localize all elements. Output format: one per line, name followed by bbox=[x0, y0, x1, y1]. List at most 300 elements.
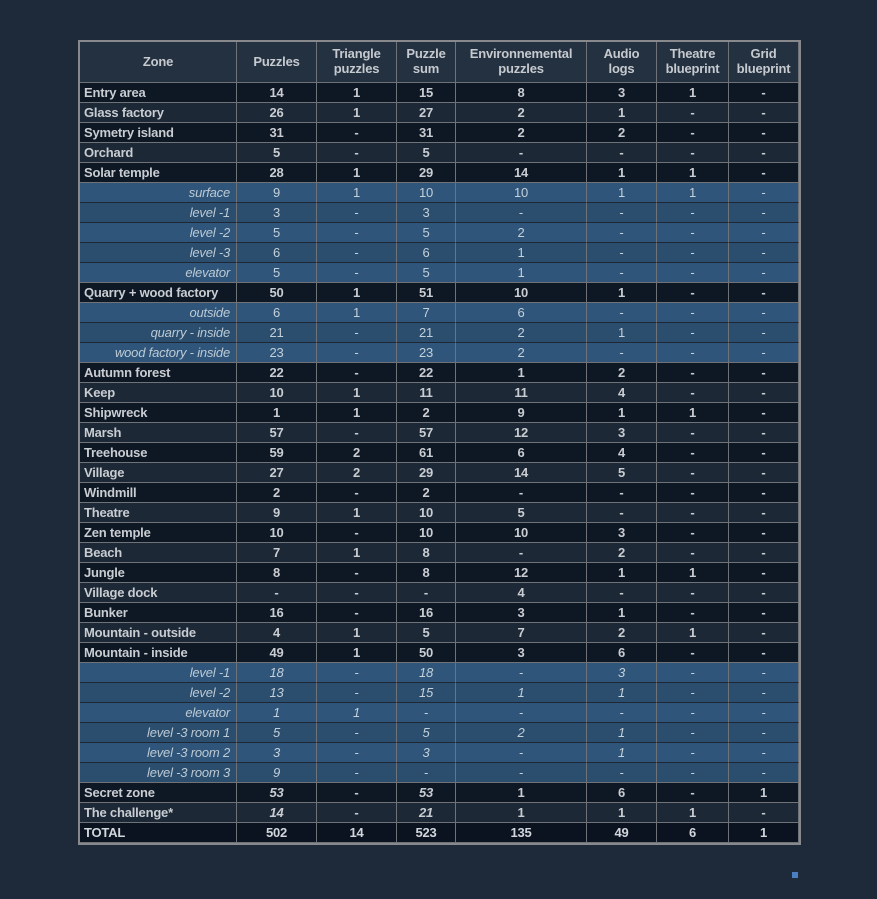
value-cell[interactable]: - bbox=[657, 523, 729, 543]
value-cell[interactable]: 9 bbox=[237, 503, 317, 523]
value-cell[interactable]: - bbox=[587, 243, 657, 263]
value-cell[interactable]: - bbox=[657, 483, 729, 503]
zone-cell[interactable]: The challenge* bbox=[80, 803, 237, 823]
value-cell[interactable]: 2 bbox=[456, 323, 587, 343]
value-cell[interactable]: - bbox=[729, 323, 799, 343]
value-cell[interactable]: 2 bbox=[397, 483, 456, 503]
zone-cell[interactable]: Village bbox=[80, 463, 237, 483]
value-cell[interactable]: 10 bbox=[397, 183, 456, 203]
value-cell[interactable]: - bbox=[657, 703, 729, 723]
value-cell[interactable]: 27 bbox=[237, 463, 317, 483]
value-cell[interactable]: 1 bbox=[317, 623, 397, 643]
value-cell[interactable]: 1 bbox=[317, 103, 397, 123]
value-cell[interactable]: 16 bbox=[397, 603, 456, 623]
value-cell[interactable]: - bbox=[729, 623, 799, 643]
value-cell[interactable]: 1 bbox=[456, 263, 587, 283]
column-header-theatre-blueprint[interactable]: Theatre blueprint bbox=[657, 42, 729, 83]
zone-cell[interactable]: Mountain - outside bbox=[80, 623, 237, 643]
value-cell[interactable]: - bbox=[456, 543, 587, 563]
value-cell[interactable]: 22 bbox=[237, 363, 317, 383]
value-cell[interactable]: - bbox=[317, 723, 397, 743]
value-cell[interactable]: 135 bbox=[456, 823, 587, 843]
zone-cell[interactable]: Symetry island bbox=[80, 123, 237, 143]
value-cell[interactable]: - bbox=[729, 103, 799, 123]
value-cell[interactable]: 21 bbox=[397, 323, 456, 343]
value-cell[interactable]: 6 bbox=[397, 243, 456, 263]
value-cell[interactable]: 1 bbox=[317, 83, 397, 103]
value-cell[interactable]: 5 bbox=[237, 223, 317, 243]
value-cell[interactable]: - bbox=[317, 583, 397, 603]
value-cell[interactable]: - bbox=[729, 223, 799, 243]
value-cell[interactable]: 4 bbox=[456, 583, 587, 603]
value-cell[interactable]: 1 bbox=[657, 163, 729, 183]
value-cell[interactable]: - bbox=[729, 143, 799, 163]
value-cell[interactable]: 3 bbox=[587, 83, 657, 103]
value-cell[interactable]: 1 bbox=[317, 383, 397, 403]
value-cell[interactable]: 1 bbox=[657, 403, 729, 423]
value-cell[interactable]: 3 bbox=[587, 423, 657, 443]
value-cell[interactable]: 1 bbox=[317, 543, 397, 563]
value-cell[interactable]: 2 bbox=[317, 443, 397, 463]
value-cell[interactable]: - bbox=[397, 703, 456, 723]
value-cell[interactable]: 5 bbox=[237, 263, 317, 283]
value-cell[interactable]: 3 bbox=[456, 603, 587, 623]
zone-cell[interactable]: Windmill bbox=[80, 483, 237, 503]
value-cell[interactable]: - bbox=[657, 763, 729, 783]
zone-cell[interactable]: Jungle bbox=[80, 563, 237, 583]
value-cell[interactable]: 1 bbox=[657, 623, 729, 643]
value-cell[interactable]: 3 bbox=[237, 203, 317, 223]
value-cell[interactable]: 2 bbox=[456, 723, 587, 743]
value-cell[interactable]: - bbox=[729, 643, 799, 663]
value-cell[interactable]: - bbox=[729, 83, 799, 103]
value-cell[interactable]: 22 bbox=[397, 363, 456, 383]
zone-cell[interactable]: TOTAL bbox=[80, 823, 237, 843]
value-cell[interactable]: 2 bbox=[237, 483, 317, 503]
value-cell[interactable]: 7 bbox=[456, 623, 587, 643]
value-cell[interactable]: 1 bbox=[657, 83, 729, 103]
value-cell[interactable]: 15 bbox=[397, 683, 456, 703]
value-cell[interactable]: 2 bbox=[317, 463, 397, 483]
zone-cell[interactable]: wood factory - inside bbox=[80, 343, 237, 363]
zone-cell[interactable]: Mountain - inside bbox=[80, 643, 237, 663]
value-cell[interactable]: - bbox=[729, 563, 799, 583]
zone-cell[interactable]: elevator bbox=[80, 263, 237, 283]
value-cell[interactable]: 14 bbox=[237, 83, 317, 103]
value-cell[interactable]: 1 bbox=[587, 183, 657, 203]
value-cell[interactable]: - bbox=[657, 783, 729, 803]
value-cell[interactable]: - bbox=[587, 143, 657, 163]
value-cell[interactable]: 1 bbox=[587, 323, 657, 343]
value-cell[interactable]: - bbox=[317, 243, 397, 263]
zone-cell[interactable]: level -3 room 3 bbox=[80, 763, 237, 783]
value-cell[interactable]: 31 bbox=[237, 123, 317, 143]
value-cell[interactable]: 16 bbox=[237, 603, 317, 623]
value-cell[interactable]: 4 bbox=[587, 383, 657, 403]
value-cell[interactable]: 2 bbox=[587, 623, 657, 643]
value-cell[interactable]: - bbox=[317, 483, 397, 503]
value-cell[interactable]: 57 bbox=[237, 423, 317, 443]
value-cell[interactable]: 2 bbox=[456, 103, 587, 123]
zone-cell[interactable]: Zen temple bbox=[80, 523, 237, 543]
value-cell[interactable]: - bbox=[456, 663, 587, 683]
value-cell[interactable]: 1 bbox=[237, 403, 317, 423]
value-cell[interactable]: - bbox=[657, 443, 729, 463]
value-cell[interactable]: 5 bbox=[237, 143, 317, 163]
value-cell[interactable]: - bbox=[456, 703, 587, 723]
value-cell[interactable]: 2 bbox=[397, 403, 456, 423]
value-cell[interactable]: - bbox=[317, 743, 397, 763]
value-cell[interactable]: - bbox=[729, 603, 799, 623]
value-cell[interactable]: - bbox=[456, 143, 587, 163]
value-cell[interactable]: - bbox=[317, 423, 397, 443]
value-cell[interactable]: - bbox=[657, 723, 729, 743]
value-cell[interactable]: 502 bbox=[237, 823, 317, 843]
zone-cell[interactable]: level -3 bbox=[80, 243, 237, 263]
value-cell[interactable]: - bbox=[317, 523, 397, 543]
value-cell[interactable]: 5 bbox=[456, 503, 587, 523]
value-cell[interactable]: 14 bbox=[456, 163, 587, 183]
value-cell[interactable]: 5 bbox=[397, 223, 456, 243]
value-cell[interactable]: 1 bbox=[587, 163, 657, 183]
value-cell[interactable]: - bbox=[729, 263, 799, 283]
value-cell[interactable]: - bbox=[657, 223, 729, 243]
zone-cell[interactable]: Quarry + wood factory bbox=[80, 283, 237, 303]
value-cell[interactable]: 4 bbox=[587, 443, 657, 463]
column-header-triangle-puzzles[interactable]: Triangle puzzles bbox=[317, 42, 397, 83]
value-cell[interactable]: 61 bbox=[397, 443, 456, 463]
value-cell[interactable]: - bbox=[657, 423, 729, 443]
value-cell[interactable]: - bbox=[317, 663, 397, 683]
value-cell[interactable]: - bbox=[587, 343, 657, 363]
zone-cell[interactable]: Keep bbox=[80, 383, 237, 403]
value-cell[interactable]: - bbox=[587, 763, 657, 783]
value-cell[interactable]: 1 bbox=[729, 783, 799, 803]
value-cell[interactable]: - bbox=[729, 243, 799, 263]
value-cell[interactable]: - bbox=[729, 723, 799, 743]
value-cell[interactable]: 5 bbox=[397, 143, 456, 163]
value-cell[interactable]: 10 bbox=[456, 283, 587, 303]
value-cell[interactable]: 1 bbox=[587, 603, 657, 623]
value-cell[interactable]: 3 bbox=[456, 643, 587, 663]
value-cell[interactable]: - bbox=[729, 303, 799, 323]
value-cell[interactable]: - bbox=[657, 383, 729, 403]
value-cell[interactable]: 3 bbox=[397, 743, 456, 763]
value-cell[interactable]: - bbox=[587, 263, 657, 283]
value-cell[interactable]: - bbox=[587, 303, 657, 323]
value-cell[interactable]: 6 bbox=[657, 823, 729, 843]
value-cell[interactable]: 1 bbox=[456, 783, 587, 803]
value-cell[interactable]: 9 bbox=[237, 763, 317, 783]
value-cell[interactable]: - bbox=[729, 743, 799, 763]
value-cell[interactable]: - bbox=[456, 743, 587, 763]
value-cell[interactable]: - bbox=[729, 443, 799, 463]
zone-cell[interactable]: Autumn forest bbox=[80, 363, 237, 383]
value-cell[interactable]: 27 bbox=[397, 103, 456, 123]
value-cell[interactable]: - bbox=[317, 223, 397, 243]
value-cell[interactable]: 1 bbox=[237, 703, 317, 723]
value-cell[interactable]: - bbox=[317, 803, 397, 823]
value-cell[interactable]: 21 bbox=[237, 323, 317, 343]
value-cell[interactable]: 6 bbox=[587, 643, 657, 663]
value-cell[interactable]: 31 bbox=[397, 123, 456, 143]
value-cell[interactable]: 1 bbox=[317, 403, 397, 423]
value-cell[interactable]: 7 bbox=[397, 303, 456, 323]
zone-cell[interactable]: Theatre bbox=[80, 503, 237, 523]
value-cell[interactable]: - bbox=[729, 123, 799, 143]
value-cell[interactable]: 1 bbox=[317, 503, 397, 523]
value-cell[interactable]: - bbox=[397, 763, 456, 783]
value-cell[interactable]: 59 bbox=[237, 443, 317, 463]
value-cell[interactable]: 8 bbox=[397, 543, 456, 563]
value-cell[interactable]: 1 bbox=[587, 403, 657, 423]
value-cell[interactable]: 1 bbox=[587, 563, 657, 583]
value-cell[interactable]: 14 bbox=[237, 803, 317, 823]
zone-cell[interactable]: Bunker bbox=[80, 603, 237, 623]
value-cell[interactable]: - bbox=[657, 683, 729, 703]
value-cell[interactable]: 6 bbox=[237, 303, 317, 323]
zone-cell[interactable]: Beach bbox=[80, 543, 237, 563]
value-cell[interactable]: 10 bbox=[456, 183, 587, 203]
value-cell[interactable]: 1 bbox=[587, 683, 657, 703]
value-cell[interactable]: - bbox=[657, 103, 729, 123]
value-cell[interactable]: 5 bbox=[397, 623, 456, 643]
value-cell[interactable]: - bbox=[729, 183, 799, 203]
value-cell[interactable]: 3 bbox=[587, 523, 657, 543]
value-cell[interactable]: 3 bbox=[397, 203, 456, 223]
value-cell[interactable]: 10 bbox=[237, 523, 317, 543]
value-cell[interactable]: - bbox=[657, 643, 729, 663]
value-cell[interactable]: - bbox=[729, 363, 799, 383]
value-cell[interactable]: 2 bbox=[456, 123, 587, 143]
value-cell[interactable]: 23 bbox=[397, 343, 456, 363]
value-cell[interactable]: - bbox=[587, 223, 657, 243]
value-cell[interactable]: 1 bbox=[456, 363, 587, 383]
zone-cell[interactable]: level -2 bbox=[80, 223, 237, 243]
value-cell[interactable]: - bbox=[657, 603, 729, 623]
value-cell[interactable]: 6 bbox=[456, 443, 587, 463]
value-cell[interactable]: - bbox=[587, 583, 657, 603]
value-cell[interactable]: - bbox=[657, 243, 729, 263]
value-cell[interactable]: - bbox=[317, 603, 397, 623]
zone-cell[interactable]: Shipwreck bbox=[80, 403, 237, 423]
value-cell[interactable]: 6 bbox=[456, 303, 587, 323]
value-cell[interactable]: 1 bbox=[317, 283, 397, 303]
value-cell[interactable]: 12 bbox=[456, 563, 587, 583]
value-cell[interactable]: - bbox=[317, 143, 397, 163]
value-cell[interactable]: - bbox=[729, 483, 799, 503]
column-header-puzzles[interactable]: Puzzles bbox=[237, 42, 317, 83]
value-cell[interactable]: - bbox=[587, 703, 657, 723]
zone-cell[interactable]: surface bbox=[80, 183, 237, 203]
value-cell[interactable]: - bbox=[456, 483, 587, 503]
value-cell[interactable]: 1 bbox=[587, 803, 657, 823]
value-cell[interactable]: 53 bbox=[397, 783, 456, 803]
value-cell[interactable]: 1 bbox=[587, 723, 657, 743]
value-cell[interactable]: - bbox=[317, 343, 397, 363]
value-cell[interactable]: 26 bbox=[237, 103, 317, 123]
value-cell[interactable]: 1 bbox=[587, 743, 657, 763]
value-cell[interactable]: 50 bbox=[397, 643, 456, 663]
zone-cell[interactable]: Glass factory bbox=[80, 103, 237, 123]
value-cell[interactable]: 10 bbox=[456, 523, 587, 543]
value-cell[interactable]: 53 bbox=[237, 783, 317, 803]
value-cell[interactable]: 6 bbox=[587, 783, 657, 803]
value-cell[interactable]: 28 bbox=[237, 163, 317, 183]
column-header-audio-logs[interactable]: Audio logs bbox=[587, 42, 657, 83]
value-cell[interactable]: 57 bbox=[397, 423, 456, 443]
zone-cell[interactable]: Secret zone bbox=[80, 783, 237, 803]
value-cell[interactable]: - bbox=[657, 743, 729, 763]
value-cell[interactable]: 14 bbox=[317, 823, 397, 843]
value-cell[interactable]: - bbox=[729, 763, 799, 783]
value-cell[interactable]: - bbox=[657, 263, 729, 283]
value-cell[interactable]: 15 bbox=[397, 83, 456, 103]
value-cell[interactable]: - bbox=[729, 423, 799, 443]
value-cell[interactable]: - bbox=[657, 583, 729, 603]
zone-cell[interactable]: Solar temple bbox=[80, 163, 237, 183]
value-cell[interactable]: - bbox=[587, 483, 657, 503]
value-cell[interactable]: - bbox=[317, 323, 397, 343]
value-cell[interactable]: 1 bbox=[317, 643, 397, 663]
value-cell[interactable]: 2 bbox=[587, 363, 657, 383]
value-cell[interactable]: 1 bbox=[657, 183, 729, 203]
value-cell[interactable]: 2 bbox=[456, 343, 587, 363]
value-cell[interactable]: 23 bbox=[237, 343, 317, 363]
value-cell[interactable]: 49 bbox=[237, 643, 317, 663]
value-cell[interactable]: - bbox=[587, 503, 657, 523]
value-cell[interactable]: 6 bbox=[237, 243, 317, 263]
value-cell[interactable]: 3 bbox=[587, 663, 657, 683]
value-cell[interactable]: - bbox=[587, 203, 657, 223]
value-cell[interactable]: - bbox=[657, 283, 729, 303]
value-cell[interactable]: 2 bbox=[456, 223, 587, 243]
value-cell[interactable]: 1 bbox=[317, 303, 397, 323]
zone-cell[interactable]: Marsh bbox=[80, 423, 237, 443]
value-cell[interactable]: 18 bbox=[237, 663, 317, 683]
value-cell[interactable]: 29 bbox=[397, 163, 456, 183]
value-cell[interactable]: 1 bbox=[456, 683, 587, 703]
value-cell[interactable]: 1 bbox=[729, 823, 799, 843]
value-cell[interactable]: 14 bbox=[456, 463, 587, 483]
zone-cell[interactable]: quarry - inside bbox=[80, 323, 237, 343]
zone-cell[interactable]: level -3 room 1 bbox=[80, 723, 237, 743]
value-cell[interactable]: - bbox=[317, 783, 397, 803]
zone-cell[interactable]: Orchard bbox=[80, 143, 237, 163]
value-cell[interactable]: 13 bbox=[237, 683, 317, 703]
value-cell[interactable]: - bbox=[456, 763, 587, 783]
column-header-environnemental-puzzles[interactable]: Environnemental puzzles bbox=[456, 42, 587, 83]
value-cell[interactable]: - bbox=[317, 123, 397, 143]
value-cell[interactable]: - bbox=[657, 303, 729, 323]
value-cell[interactable]: - bbox=[317, 363, 397, 383]
value-cell[interactable]: 10 bbox=[397, 523, 456, 543]
value-cell[interactable]: - bbox=[729, 343, 799, 363]
value-cell[interactable]: - bbox=[317, 203, 397, 223]
value-cell[interactable]: 1 bbox=[456, 803, 587, 823]
value-cell[interactable]: - bbox=[237, 583, 317, 603]
value-cell[interactable]: - bbox=[729, 663, 799, 683]
value-cell[interactable]: - bbox=[456, 203, 587, 223]
zone-cell[interactable]: level -3 room 2 bbox=[80, 743, 237, 763]
selection-fill-handle-icon[interactable] bbox=[792, 872, 798, 878]
value-cell[interactable]: 1 bbox=[317, 703, 397, 723]
zone-cell[interactable]: elevator bbox=[80, 703, 237, 723]
zone-cell[interactable]: outside bbox=[80, 303, 237, 323]
zone-cell[interactable]: level -2 bbox=[80, 683, 237, 703]
value-cell[interactable]: 2 bbox=[587, 543, 657, 563]
zone-cell[interactable]: Entry area bbox=[80, 83, 237, 103]
value-cell[interactable]: - bbox=[729, 703, 799, 723]
value-cell[interactable]: 5 bbox=[587, 463, 657, 483]
value-cell[interactable]: 9 bbox=[237, 183, 317, 203]
value-cell[interactable]: - bbox=[657, 123, 729, 143]
value-cell[interactable]: - bbox=[657, 323, 729, 343]
value-cell[interactable]: - bbox=[729, 543, 799, 563]
value-cell[interactable]: 8 bbox=[456, 83, 587, 103]
value-cell[interactable]: 4 bbox=[237, 623, 317, 643]
value-cell[interactable]: 1 bbox=[317, 163, 397, 183]
value-cell[interactable]: - bbox=[657, 343, 729, 363]
value-cell[interactable]: - bbox=[729, 403, 799, 423]
value-cell[interactable]: 8 bbox=[237, 563, 317, 583]
zone-cell[interactable]: level -1 bbox=[80, 203, 237, 223]
value-cell[interactable]: - bbox=[729, 163, 799, 183]
value-cell[interactable]: - bbox=[317, 683, 397, 703]
value-cell[interactable]: - bbox=[729, 683, 799, 703]
value-cell[interactable]: 2 bbox=[587, 123, 657, 143]
value-cell[interactable]: - bbox=[317, 563, 397, 583]
value-cell[interactable]: - bbox=[657, 663, 729, 683]
value-cell[interactable]: 1 bbox=[657, 563, 729, 583]
zone-cell[interactable]: level -1 bbox=[80, 663, 237, 683]
value-cell[interactable]: - bbox=[657, 363, 729, 383]
value-cell[interactable]: 1 bbox=[657, 803, 729, 823]
value-cell[interactable]: 10 bbox=[397, 503, 456, 523]
value-cell[interactable]: - bbox=[729, 803, 799, 823]
value-cell[interactable]: - bbox=[729, 583, 799, 603]
value-cell[interactable]: 10 bbox=[237, 383, 317, 403]
value-cell[interactable]: 29 bbox=[397, 463, 456, 483]
value-cell[interactable]: - bbox=[729, 203, 799, 223]
value-cell[interactable]: - bbox=[729, 503, 799, 523]
value-cell[interactable]: - bbox=[729, 523, 799, 543]
value-cell[interactable]: 1 bbox=[456, 243, 587, 263]
value-cell[interactable]: - bbox=[729, 283, 799, 303]
value-cell[interactable]: 3 bbox=[237, 743, 317, 763]
value-cell[interactable]: 7 bbox=[237, 543, 317, 563]
value-cell[interactable]: - bbox=[657, 503, 729, 523]
value-cell[interactable]: 5 bbox=[237, 723, 317, 743]
value-cell[interactable]: - bbox=[729, 383, 799, 403]
value-cell[interactable]: 8 bbox=[397, 563, 456, 583]
value-cell[interactable]: 50 bbox=[237, 283, 317, 303]
value-cell[interactable]: 5 bbox=[397, 723, 456, 743]
value-cell[interactable]: 5 bbox=[397, 263, 456, 283]
value-cell[interactable]: - bbox=[657, 543, 729, 563]
column-header-grid-blueprint[interactable]: Grid blueprint bbox=[729, 42, 799, 83]
value-cell[interactable]: 51 bbox=[397, 283, 456, 303]
value-cell[interactable]: - bbox=[657, 143, 729, 163]
value-cell[interactable]: - bbox=[657, 463, 729, 483]
value-cell[interactable]: 1 bbox=[587, 283, 657, 303]
value-cell[interactable]: 523 bbox=[397, 823, 456, 843]
value-cell[interactable]: 1 bbox=[317, 183, 397, 203]
value-cell[interactable]: 12 bbox=[456, 423, 587, 443]
zone-cell[interactable]: Treehouse bbox=[80, 443, 237, 463]
column-header-puzzle-sum[interactable]: Puzzle sum bbox=[397, 42, 456, 83]
value-cell[interactable]: - bbox=[397, 583, 456, 603]
